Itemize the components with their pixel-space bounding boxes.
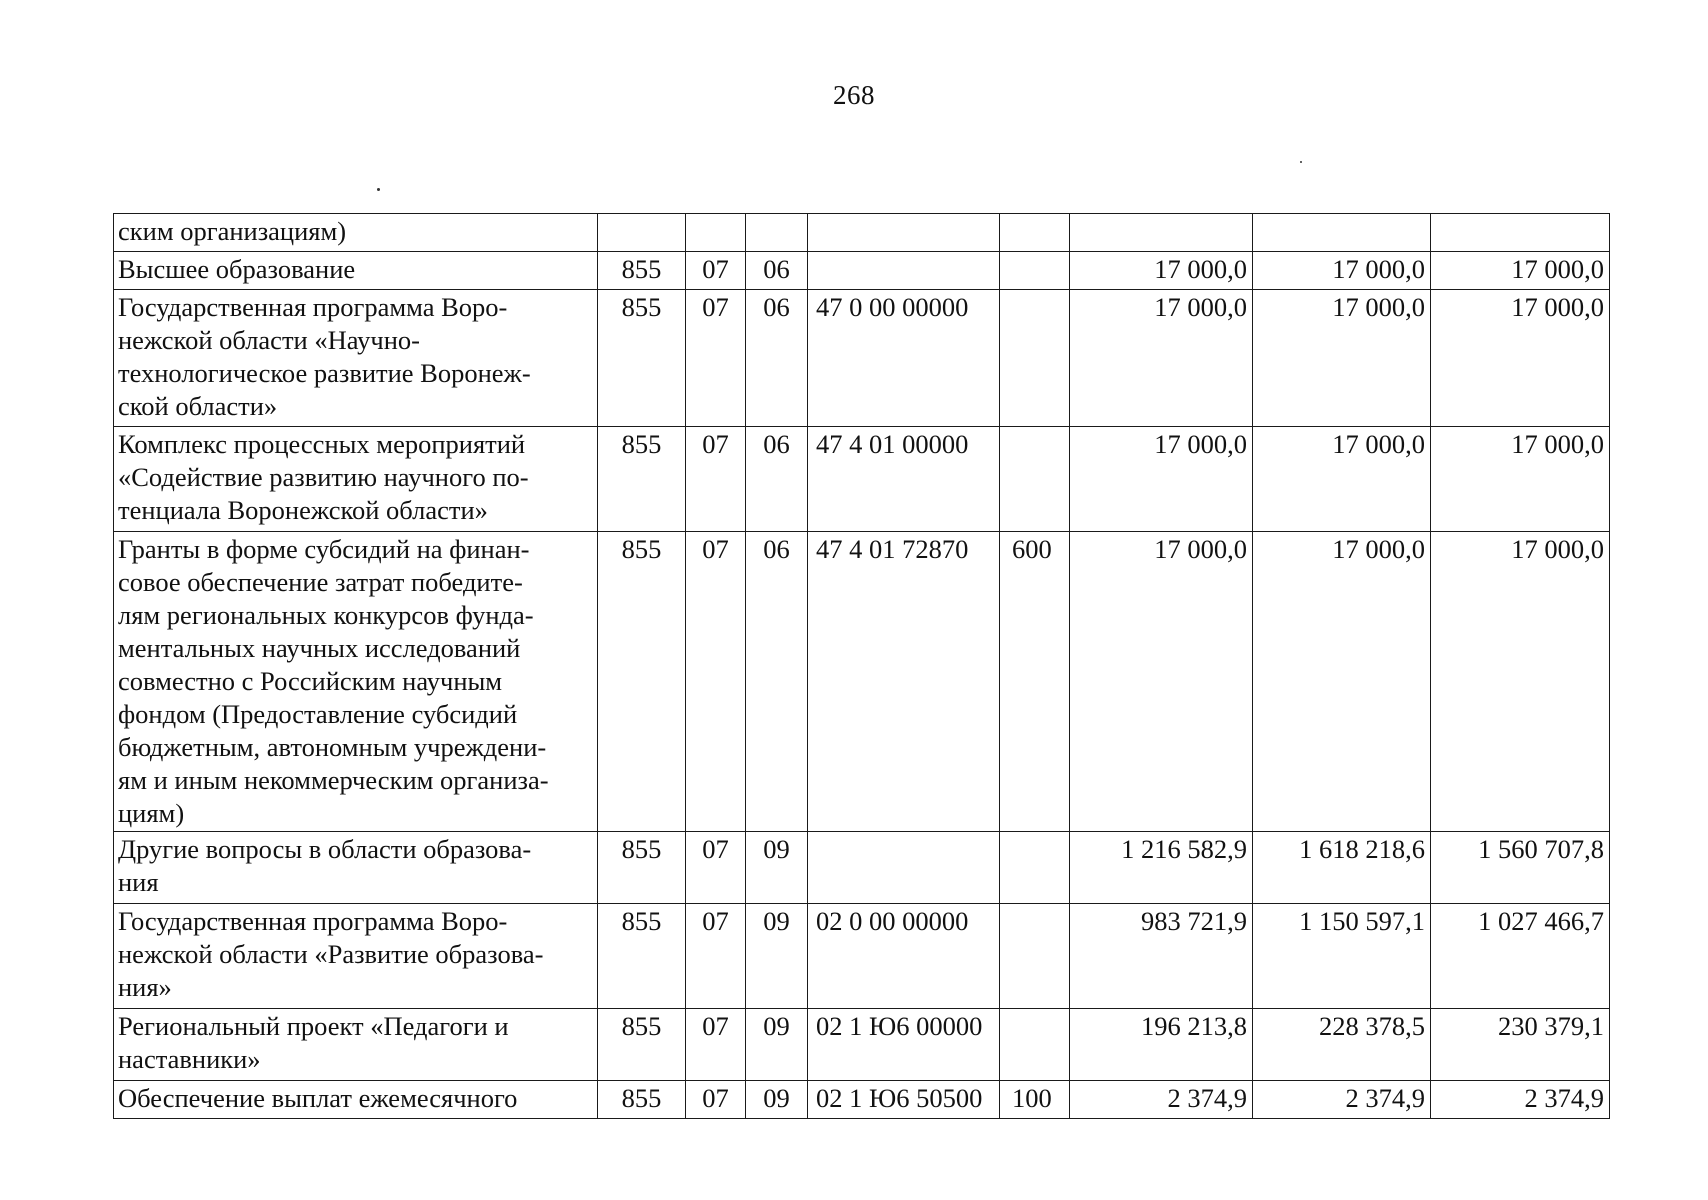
table-row — [114, 904, 1610, 1009]
amount-year-1-cell: 2 374,9 — [1070, 1081, 1253, 1119]
subsection-code-cell: 09 — [746, 904, 808, 1009]
target-article-cell — [808, 214, 1000, 252]
expense-type-cell — [1000, 252, 1070, 290]
amount-year-1-cell: 17 000,0 — [1070, 290, 1253, 427]
table-row — [114, 532, 1610, 832]
table-row — [114, 427, 1610, 532]
expense-type-cell: 600 — [1000, 532, 1070, 832]
table-row — [114, 1009, 1610, 1081]
amount-year-2-cell — [1253, 214, 1431, 252]
section-code-cell — [686, 214, 746, 252]
subsection-code-cell: 09 — [746, 1009, 808, 1081]
target-article-cell: 47 4 01 72870 — [808, 532, 1000, 832]
row-name-cell: Гранты в форме субсидий на финан- совое обеспечение затрат победите- лям региональных конкурсов фунда- ментальных научных исследований совместно с Российским научным фондом (Предоставление субсидий бюджетным, автономным учреждени- ям и иным некоммерческим организа- циям) — [114, 532, 598, 832]
amount-year-3-cell — [1431, 214, 1610, 252]
row-name-cell: Другие вопросы в области образова- ния — [114, 832, 598, 904]
expense-type-cell — [1000, 290, 1070, 427]
amount-year-1-cell: 983 721,9 — [1070, 904, 1253, 1009]
subsection-code-cell — [746, 214, 808, 252]
table-row — [114, 290, 1610, 427]
target-article-cell — [808, 832, 1000, 904]
amount-year-1-cell — [1070, 214, 1253, 252]
amount-year-3-cell: 17 000,0 — [1431, 427, 1610, 532]
grbs-code-cell: 855 — [598, 1009, 686, 1081]
expense-type-cell — [1000, 904, 1070, 1009]
grbs-code-cell: 855 — [598, 252, 686, 290]
amount-year-2-cell: 1 150 597,1 — [1253, 904, 1431, 1009]
subsection-code-cell: 06 — [746, 252, 808, 290]
target-article-cell: 47 4 01 00000 — [808, 427, 1000, 532]
grbs-code-cell: 855 — [598, 832, 686, 904]
section-code-cell: 07 — [686, 252, 746, 290]
scan-speck — [1300, 161, 1302, 163]
amount-year-3-cell: 2 374,9 — [1431, 1081, 1610, 1119]
section-code-cell: 07 — [686, 832, 746, 904]
amount-year-2-cell: 228 378,5 — [1253, 1009, 1431, 1081]
target-article-cell: 02 0 00 00000 — [808, 904, 1000, 1009]
row-name-cell: ским организациям) — [114, 214, 598, 252]
amount-year-3-cell: 17 000,0 — [1431, 532, 1610, 832]
table-row — [114, 1081, 1610, 1119]
row-name-cell: Высшее образование — [114, 252, 598, 290]
amount-year-1-cell: 17 000,0 — [1070, 532, 1253, 832]
section-code-cell: 07 — [686, 1009, 746, 1081]
subsection-code-cell: 09 — [746, 1081, 808, 1119]
section-code-cell: 07 — [686, 904, 746, 1009]
amount-year-2-cell: 17 000,0 — [1253, 252, 1431, 290]
row-name-cell: Обеспечение выплат ежемесячного — [114, 1081, 598, 1119]
section-code-cell: 07 — [686, 1081, 746, 1119]
grbs-code-cell: 855 — [598, 290, 686, 427]
row-name-cell: Комплекс процессных мероприятий «Содействие развитию научного по- тенциала Воронежской области» — [114, 427, 598, 532]
amount-year-1-cell: 1 216 582,9 — [1070, 832, 1253, 904]
grbs-code-cell: 855 — [598, 1081, 686, 1119]
section-code-cell: 07 — [686, 290, 746, 427]
row-name-cell: Государственная программа Воро- нежской области «Развитие образова- ния» — [114, 904, 598, 1009]
table-body — [114, 214, 1610, 1119]
amount-year-2-cell: 17 000,0 — [1253, 427, 1431, 532]
amount-year-2-cell: 2 374,9 — [1253, 1081, 1431, 1119]
section-code-cell: 07 — [686, 427, 746, 532]
expense-type-cell — [1000, 1009, 1070, 1081]
amount-year-3-cell: 1 560 707,8 — [1431, 832, 1610, 904]
table-row — [114, 252, 1610, 290]
section-code-cell: 07 — [686, 532, 746, 832]
table-row — [114, 832, 1610, 904]
target-article-cell: 02 1 Ю6 50500 — [808, 1081, 1000, 1119]
expense-type-cell — [1000, 832, 1070, 904]
target-article-cell — [808, 252, 1000, 290]
grbs-code-cell — [598, 214, 686, 252]
row-name-cell: Государственная программа Воро- нежской области «Научно- технологическое развитие Воронеж- ской области» — [114, 290, 598, 427]
amount-year-3-cell: 17 000,0 — [1431, 290, 1610, 427]
amount-year-2-cell: 1 618 218,6 — [1253, 832, 1431, 904]
expense-type-cell — [1000, 214, 1070, 252]
amount-year-1-cell: 17 000,0 — [1070, 427, 1253, 532]
expense-type-cell — [1000, 427, 1070, 532]
subsection-code-cell: 06 — [746, 290, 808, 427]
target-article-cell: 02 1 Ю6 00000 — [808, 1009, 1000, 1081]
subsection-code-cell: 06 — [746, 427, 808, 532]
grbs-code-cell: 855 — [598, 427, 686, 532]
target-article-cell: 47 0 00 00000 — [808, 290, 1000, 427]
amount-year-2-cell: 17 000,0 — [1253, 532, 1431, 832]
row-name-cell: Региональный проект «Педагоги и наставники» — [114, 1009, 598, 1081]
amount-year-1-cell: 196 213,8 — [1070, 1009, 1253, 1081]
amount-year-3-cell: 17 000,0 — [1431, 252, 1610, 290]
page-number: 268 — [833, 80, 875, 110]
grbs-code-cell: 855 — [598, 532, 686, 832]
amount-year-2-cell: 17 000,0 — [1253, 290, 1431, 427]
amount-year-3-cell: 230 379,1 — [1431, 1009, 1610, 1081]
budget-table — [113, 213, 1610, 1119]
subsection-code-cell: 09 — [746, 832, 808, 904]
grbs-code-cell: 855 — [598, 904, 686, 1009]
table-row — [114, 214, 1610, 252]
amount-year-3-cell: 1 027 466,7 — [1431, 904, 1610, 1009]
scan-speck — [377, 188, 380, 191]
expense-type-cell: 100 — [1000, 1081, 1070, 1119]
amount-year-1-cell: 17 000,0 — [1070, 252, 1253, 290]
subsection-code-cell: 06 — [746, 532, 808, 832]
